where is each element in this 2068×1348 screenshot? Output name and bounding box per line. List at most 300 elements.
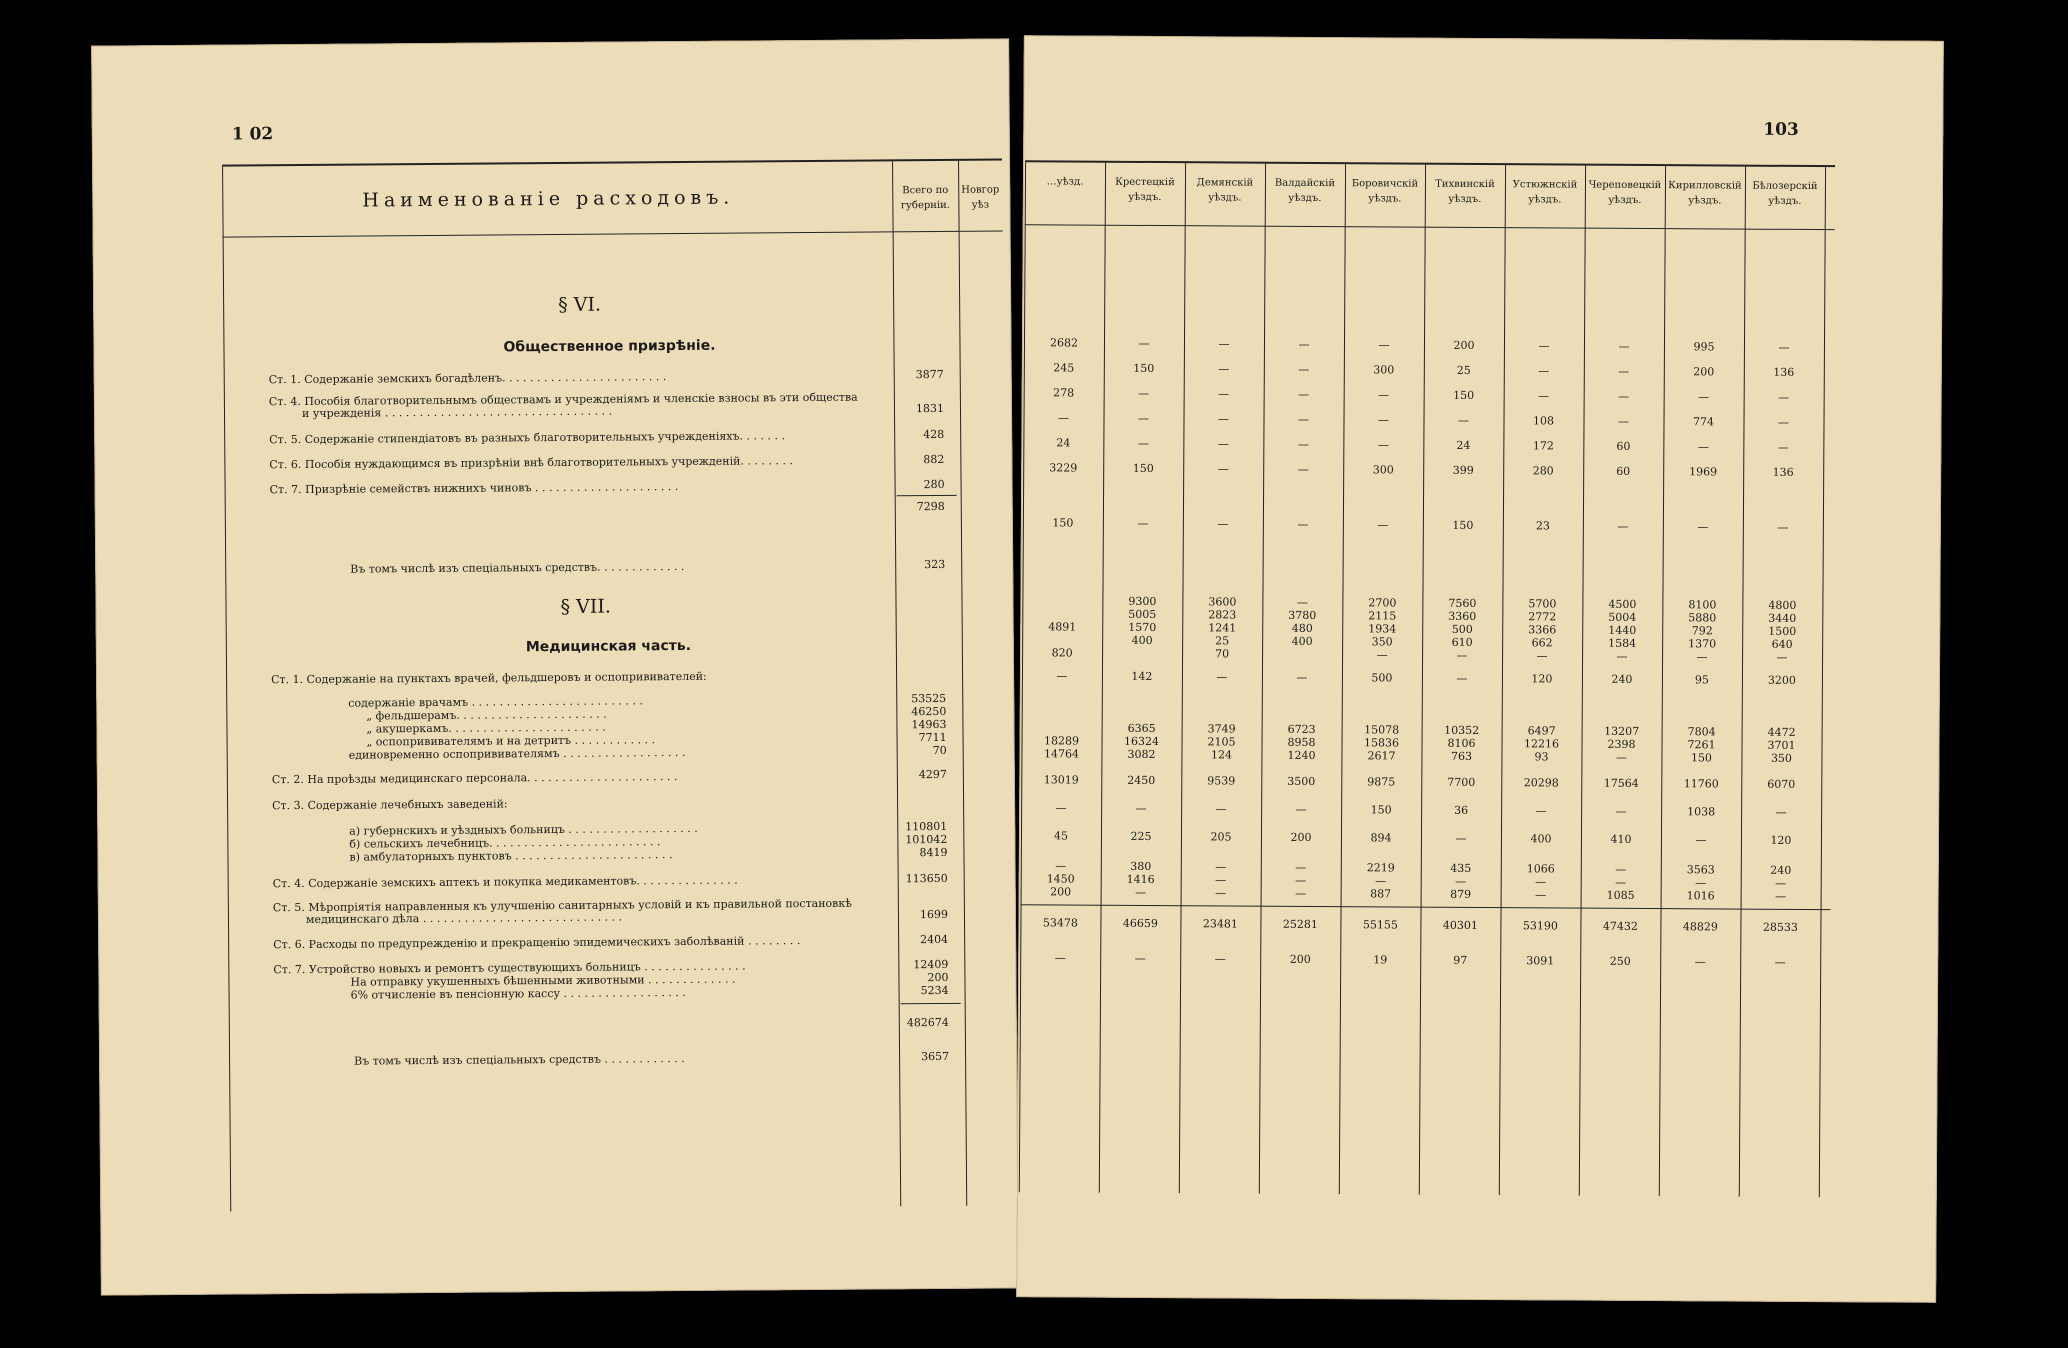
district-cell: 3229 bbox=[1049, 461, 1078, 475]
district-cell: 120 bbox=[1531, 672, 1553, 686]
s7-st3-row-label: а) губернскихъ и уѣздныхъ больницъ . . . . . . . . . . . . . . . . . . . bbox=[349, 821, 698, 838]
district-cell: 2682 bbox=[1049, 336, 1079, 350]
district-cell: — bbox=[1057, 411, 1070, 425]
district-cell: — bbox=[1138, 386, 1150, 400]
s7-st7-row-label: 6% отчисленіе въ пенсіонную кассу . . . . . . . . . . . . . . . . . . bbox=[350, 985, 686, 1002]
district-cell: 45 bbox=[1053, 829, 1069, 843]
district-cell: 4800 bbox=[1768, 598, 1797, 612]
district-cell: 278 bbox=[1053, 386, 1075, 400]
district-cell: — bbox=[1137, 411, 1150, 425]
district-cell: 48829 bbox=[1682, 920, 1718, 934]
district-cell: 300 bbox=[1373, 363, 1395, 377]
right-table-frame bbox=[1019, 160, 1835, 1197]
district-cell: — bbox=[1218, 362, 1230, 376]
district-column-header: Валдайскій уѣздъ. bbox=[1274, 177, 1336, 205]
district-cell: — bbox=[1697, 520, 1709, 534]
column-divider bbox=[1659, 166, 1666, 1196]
district-cell: 3500 bbox=[1287, 774, 1316, 788]
district-cell: 5005 bbox=[1128, 607, 1157, 622]
district-cell: — bbox=[1137, 436, 1149, 450]
district-cell: 200 bbox=[1693, 365, 1715, 379]
district-cell: 19 bbox=[1373, 953, 1388, 967]
district-cell: 25281 bbox=[1282, 917, 1318, 932]
district-cell: 2105 bbox=[1207, 735, 1236, 749]
district-cell: 400 bbox=[1530, 832, 1552, 846]
s7-st6-value: 2404 bbox=[920, 932, 949, 947]
district-cell: — bbox=[1456, 648, 1468, 662]
district-cell: 13207 bbox=[1604, 724, 1640, 738]
district-cell: — bbox=[1697, 440, 1709, 454]
district-cell: 280 bbox=[1532, 464, 1554, 478]
s7-st1-row-label: „ фельдшерамъ. . . . . . . . . . . . . . . . . . . . . . bbox=[366, 707, 607, 723]
district-cell: — bbox=[1455, 874, 1467, 888]
district-cell: — bbox=[1215, 886, 1227, 900]
district-cell: — bbox=[1696, 650, 1708, 664]
district-column-header: Демянскій уѣздъ. bbox=[1196, 177, 1254, 204]
column-header-total: Всего по губерніи. bbox=[900, 184, 951, 212]
district-cell: 1440 bbox=[1608, 623, 1637, 637]
district-cell: 5700 bbox=[1528, 597, 1557, 611]
district-cell: 17564 bbox=[1603, 776, 1639, 790]
district-cell: 3082 bbox=[1127, 747, 1156, 762]
district-cell: — bbox=[1054, 951, 1066, 965]
district-cell: 8958 bbox=[1287, 735, 1316, 749]
district-cell: 150 bbox=[1452, 518, 1474, 532]
district-cell: 46659 bbox=[1122, 916, 1158, 931]
district-cell: — bbox=[1377, 518, 1389, 532]
district-cell: 47432 bbox=[1602, 919, 1638, 933]
s7-st5-value: 1699 bbox=[919, 907, 949, 922]
district-cell: — bbox=[1298, 337, 1310, 351]
district-cell: 150 bbox=[1690, 751, 1713, 765]
district-cell: 24 bbox=[1056, 436, 1071, 450]
s7-st1-label: Ст. 1. Содержаніе на пунктахъ врачей, фельдшеровъ и оспопрививателей: bbox=[271, 669, 707, 687]
district-cell: — bbox=[1538, 339, 1550, 353]
column-divider bbox=[1419, 165, 1426, 1195]
left-table-frame bbox=[222, 158, 1010, 1211]
district-cell: 300 bbox=[1372, 463, 1394, 477]
s7-st1-row-label: „ акушеркамъ. . . . . . . . . . . . . . . . . . . . . . . bbox=[366, 720, 606, 736]
district-cell: — bbox=[1775, 805, 1787, 819]
district-cell: 2700 bbox=[1368, 596, 1397, 610]
district-cell: 9300 bbox=[1128, 594, 1157, 609]
header-divider bbox=[1025, 224, 1835, 230]
district-cell: — bbox=[1215, 860, 1227, 874]
district-cell: 9875 bbox=[1367, 775, 1396, 789]
s6-special-value: 323 bbox=[924, 557, 946, 572]
district-cell: 3600 bbox=[1208, 595, 1237, 609]
district-cell: 3440 bbox=[1768, 611, 1797, 625]
district-cell: — bbox=[1376, 648, 1388, 662]
district-cell: 8106 bbox=[1447, 736, 1476, 750]
district-cell: — bbox=[1056, 669, 1068, 683]
district-cell: 2617 bbox=[1367, 749, 1396, 763]
district-cell: 4500 bbox=[1608, 597, 1637, 611]
district-cell: — bbox=[1298, 387, 1310, 401]
s7-st3-label: Ст. 3. Содержаніе лечебныхъ заведеній: bbox=[272, 797, 508, 813]
district-cell: 136 bbox=[1773, 365, 1795, 379]
district-cell: — bbox=[1297, 412, 1310, 426]
left-page-number: 1 02 bbox=[231, 124, 274, 145]
district-cell: 662 bbox=[1531, 636, 1553, 650]
district-cell: 3366 bbox=[1528, 623, 1557, 637]
district-cell: 1500 bbox=[1768, 624, 1797, 638]
district-cell: — bbox=[1455, 831, 1467, 845]
district-cell: — bbox=[1535, 804, 1547, 818]
district-cell: — bbox=[1218, 337, 1230, 351]
district-cell: 399 bbox=[1452, 463, 1474, 477]
district-cell: 53190 bbox=[1522, 919, 1558, 933]
column-divider bbox=[1019, 162, 1026, 1192]
district-column-header: Крестецкій уѣздъ. bbox=[1115, 176, 1175, 204]
district-cell: 3200 bbox=[1767, 673, 1796, 687]
s7-st1-row-value: 7711 bbox=[918, 730, 947, 745]
district-cell: — bbox=[1138, 336, 1150, 350]
district-cell: 15836 bbox=[1364, 736, 1400, 750]
right-page bbox=[1016, 35, 1944, 1303]
district-cell: 7700 bbox=[1447, 775, 1476, 789]
s7-special-label: Въ томъ числѣ изъ спеціальныхъ средствъ . . . . . . . . . . . . bbox=[354, 1051, 685, 1068]
s7-st7-label: Ст. 7. Устройство новыхъ и ремонтъ существующихъ больницъ . . . . . . . . . . . . . . . bbox=[273, 959, 746, 977]
district-cell: 1370 bbox=[1688, 637, 1717, 651]
district-cell: 887 bbox=[1370, 887, 1392, 901]
district-cell: — bbox=[1298, 362, 1310, 376]
district-cell: 124 bbox=[1210, 748, 1233, 762]
district-cell: — bbox=[1375, 874, 1387, 888]
district-cell: 2450 bbox=[1127, 773, 1156, 788]
district-cell: — bbox=[1538, 389, 1550, 403]
district-cell: 16324 bbox=[1124, 734, 1160, 749]
district-cell: — bbox=[1218, 387, 1230, 401]
district-cell: 25 bbox=[1215, 634, 1230, 648]
right-page-number: 103 bbox=[1763, 119, 1799, 140]
district-cell: 500 bbox=[1451, 622, 1473, 636]
district-cell: 11760 bbox=[1683, 777, 1719, 791]
s7-st6-label: Ст. 6. Расходы по предупрежденію и прекращенію эпидемическихъ заболѣваній . . . . . . . . bbox=[273, 934, 801, 952]
s7-st2-value: 4297 bbox=[918, 767, 947, 782]
column-header-name: Наименованіе расходовъ. bbox=[362, 186, 735, 212]
district-cell: 774 bbox=[1692, 415, 1715, 429]
district-cell: — bbox=[1297, 462, 1309, 476]
district-cell: 894 bbox=[1370, 831, 1392, 845]
s7-st4-label: Ст. 4. Содержаніе земскихъ аптекъ и покупка медикаментовъ. . . . . . . . . . . . . . . bbox=[272, 873, 738, 891]
district-cell: — bbox=[1297, 437, 1309, 451]
section-6-subtitle: Общественное призрѣніе. bbox=[503, 337, 716, 356]
district-cell: 1016 bbox=[1686, 889, 1715, 903]
district-cell: 28533 bbox=[1762, 920, 1798, 934]
section-7-title: § VII. bbox=[560, 595, 611, 618]
column-divider bbox=[1259, 164, 1266, 1194]
district-cell: — bbox=[1377, 413, 1390, 427]
district-cell: 240 bbox=[1611, 672, 1633, 686]
district-cell: 1038 bbox=[1687, 805, 1716, 819]
district-cell: 1085 bbox=[1606, 888, 1635, 902]
district-cell: 3701 bbox=[1767, 738, 1796, 752]
s7-st1-row-value: 46250 bbox=[911, 704, 947, 719]
district-cell: — bbox=[1617, 414, 1630, 428]
column-divider bbox=[1499, 165, 1506, 1195]
district-cell: — bbox=[1698, 390, 1710, 404]
district-cell: 7261 bbox=[1687, 738, 1716, 752]
district-cell: 879 bbox=[1450, 887, 1472, 901]
district-cell: 95 bbox=[1694, 673, 1709, 687]
district-cell: 1450 bbox=[1046, 872, 1075, 886]
district-cell: 400 bbox=[1131, 633, 1153, 647]
s7-total-rule bbox=[1021, 904, 1831, 910]
district-column-header: Бѣлозерскій уѣздъ. bbox=[1752, 180, 1818, 207]
column-divider bbox=[1819, 167, 1826, 1197]
district-cell: 410 bbox=[1610, 832, 1632, 846]
district-cell: — bbox=[1777, 440, 1789, 454]
district-column-header: Кирилловскій уѣздъ. bbox=[1668, 180, 1742, 207]
district-cell: — bbox=[1055, 801, 1067, 815]
district-cell: 136 bbox=[1772, 465, 1794, 479]
district-cell: — bbox=[1775, 876, 1787, 890]
s6-row-label: Ст. 1. Содержаніе земскихъ богадѣленъ. . . . . . . . . . . . . . . . . . . . . . . . bbox=[268, 370, 667, 387]
district-cell: — bbox=[1215, 873, 1227, 887]
district-cell: 23481 bbox=[1202, 917, 1238, 931]
district-cell: — bbox=[1618, 364, 1630, 378]
district-cell: 12216 bbox=[1524, 737, 1560, 751]
s7-st1-row-value: 14963 bbox=[911, 717, 947, 732]
district-cell: 205 bbox=[1210, 830, 1232, 844]
district-cell: 610 bbox=[1451, 635, 1473, 649]
district-column-header: Боровичскій уѣздъ. bbox=[1351, 178, 1419, 205]
district-cell: — bbox=[1135, 885, 1147, 899]
district-cell: 150 bbox=[1453, 388, 1475, 402]
district-cell: 200 bbox=[1453, 338, 1475, 352]
district-cell: 6497 bbox=[1527, 724, 1556, 738]
district-cell: — bbox=[1296, 595, 1308, 609]
district-cell: 763 bbox=[1450, 749, 1473, 763]
district-column-header: Устюжнскій уѣздъ. bbox=[1512, 179, 1578, 206]
column-divider bbox=[1179, 163, 1186, 1193]
district-cell: — bbox=[1297, 517, 1309, 531]
district-cell: — bbox=[1538, 364, 1550, 378]
district-cell: 150 bbox=[1132, 461, 1154, 476]
district-column-header: Череповецкій уѣздъ. bbox=[1588, 179, 1662, 206]
district-cell: 792 bbox=[1691, 624, 1713, 638]
district-cell: 150 bbox=[1052, 516, 1074, 530]
district-cell: 2772 bbox=[1528, 610, 1557, 624]
district-cell: 13019 bbox=[1043, 773, 1079, 787]
district-cell: 10352 bbox=[1444, 723, 1480, 737]
s7-st7-row-label: На отправку укушенныхъ бѣшенными животными . . . . . . . . . . . . . bbox=[350, 972, 736, 989]
district-cell: 9539 bbox=[1207, 774, 1236, 788]
s7-st5-label: Ст. 5. Мѣропріятія направленныя къ улучшенію санитарныхъ условій и къ правильной постановкѣ bbox=[272, 896, 852, 915]
s7-st2-label: Ст. 2. На проѣзды медицинскаго персонала. . . . . . . . . . . . . . . . . . . . . . bbox=[271, 770, 678, 787]
district-cell: — bbox=[1694, 955, 1706, 969]
district-cell: — bbox=[1778, 390, 1790, 404]
district-cell: 2823 bbox=[1208, 608, 1237, 622]
district-cell: 3749 bbox=[1207, 722, 1236, 736]
district-cell: 60 bbox=[1616, 464, 1631, 478]
district-cell: 995 bbox=[1693, 340, 1715, 354]
s7-total-rule bbox=[901, 1003, 961, 1004]
district-cell: 142 bbox=[1131, 669, 1153, 683]
district-cell: 55155 bbox=[1362, 918, 1398, 932]
district-cell: — bbox=[1775, 889, 1787, 903]
s7-st1-row-value: 70 bbox=[932, 743, 947, 758]
district-cell: 1416 bbox=[1126, 872, 1155, 887]
s7-st1-row-label: „ оспопрививателямъ и на детритъ . . . . . . . . . . . . bbox=[366, 733, 656, 749]
s6-total-rule bbox=[897, 495, 957, 496]
district-cell: 3563 bbox=[1686, 863, 1715, 877]
district-cell: 1584 bbox=[1608, 636, 1637, 650]
s6-row-value: 3877 bbox=[915, 367, 944, 382]
district-cell: — bbox=[1378, 338, 1390, 352]
district-cell: 70 bbox=[1215, 647, 1230, 661]
district-cell: — bbox=[1535, 875, 1547, 889]
district-cell: — bbox=[1615, 804, 1627, 818]
district-cell: 500 bbox=[1371, 671, 1393, 685]
s7-st3-row-label: в) амбулаторныхъ пунктовъ . . . . . . . . . . . . . . . . . . . . . . . bbox=[349, 848, 673, 864]
column-divider bbox=[1099, 163, 1106, 1193]
s6-row-value: 1831 bbox=[915, 401, 945, 416]
district-cell: — bbox=[1214, 952, 1226, 966]
s7-st3-row-value: 110801 bbox=[905, 819, 948, 834]
district-cell: 480 bbox=[1291, 621, 1313, 635]
district-cell: 400 bbox=[1291, 634, 1313, 648]
district-cell: 820 bbox=[1051, 646, 1073, 660]
district-cell: 18289 bbox=[1044, 734, 1080, 748]
s6-row-value: 882 bbox=[923, 452, 945, 467]
district-cell: 120 bbox=[1770, 833, 1792, 847]
district-cell: 40301 bbox=[1442, 918, 1478, 932]
district-cell: — bbox=[1137, 516, 1149, 530]
district-cell: 23 bbox=[1535, 519, 1550, 533]
district-cell: — bbox=[1055, 859, 1067, 873]
district-cell: — bbox=[1295, 802, 1307, 816]
s6-row-label: Ст. 7. Призрѣніе семействъ нижнихъ чиновъ . . . . . . . . . . . . . . . . . . . . . bbox=[269, 480, 679, 497]
district-cell: — bbox=[1295, 886, 1307, 900]
district-cell: 15078 bbox=[1364, 723, 1400, 737]
district-cell: — bbox=[1215, 802, 1227, 816]
s7-st7-value: 5234 bbox=[920, 983, 949, 998]
district-cell: 2398 bbox=[1607, 737, 1636, 751]
district-column-header: Тихвинскій уѣздъ. bbox=[1435, 178, 1495, 205]
district-cell: 245 bbox=[1053, 361, 1075, 375]
district-cell: — bbox=[1615, 875, 1627, 889]
district-cell: 172 bbox=[1532, 439, 1554, 453]
district-cell: 3780 bbox=[1288, 608, 1317, 622]
district-cell: — bbox=[1296, 670, 1308, 684]
left-page bbox=[91, 38, 1019, 1295]
column-header-cut: Новгор уѣз bbox=[961, 184, 1000, 211]
s7-st1-row-label: единовременно оспопрививателямъ . . . . . . . . . . . . . . . . . . bbox=[348, 745, 686, 762]
district-cell: — bbox=[1217, 517, 1229, 531]
district-cell: — bbox=[1217, 462, 1229, 476]
column-divider bbox=[1739, 167, 1746, 1197]
district-cell: 1934 bbox=[1368, 622, 1397, 636]
district-cell: 5004 bbox=[1608, 610, 1637, 624]
table-border-left bbox=[222, 167, 231, 1212]
district-cell: — bbox=[1618, 339, 1630, 353]
s6-row-label: Ст. 4. Пособія благотворительнымъ обществамъ и учрежденіямъ и членскіе взносы въ эти общества bbox=[268, 390, 858, 409]
district-cell: — bbox=[1295, 873, 1307, 887]
district-cell: 150 bbox=[1133, 361, 1155, 376]
district-cell: 200 bbox=[1290, 830, 1312, 844]
district-cell: 5880 bbox=[1688, 611, 1717, 625]
district-cell: — bbox=[1778, 340, 1790, 354]
column-divider bbox=[1579, 166, 1586, 1196]
district-cell: 14764 bbox=[1043, 747, 1080, 761]
district-cell: 6723 bbox=[1287, 722, 1316, 736]
s7-st1-row-label: содержаніе врачамъ . . . . . . . . . . . . . . . . . . . . . . . . . bbox=[348, 694, 643, 710]
district-cell: — bbox=[1377, 438, 1389, 452]
district-cell: — bbox=[1135, 801, 1147, 815]
s7-st3-row-value: 101042 bbox=[905, 832, 948, 847]
district-cell: — bbox=[1615, 750, 1628, 764]
district-cell: 435 bbox=[1450, 861, 1472, 875]
column-divider bbox=[958, 161, 967, 1206]
district-cell: 350 bbox=[1371, 635, 1393, 649]
district-cell: 1241 bbox=[1208, 621, 1237, 635]
district-cell: 6365 bbox=[1127, 721, 1156, 736]
district-cell: 2219 bbox=[1366, 861, 1395, 875]
district-cell: — bbox=[1134, 951, 1146, 965]
district-cell: — bbox=[1777, 520, 1789, 534]
district-cell: 7560 bbox=[1448, 596, 1477, 610]
district-cell: — bbox=[1695, 876, 1707, 890]
district-cell: 20298 bbox=[1523, 776, 1559, 790]
header-divider bbox=[223, 230, 1003, 237]
district-cell: 25 bbox=[1456, 363, 1471, 377]
s7-st1-row-value: 53525 bbox=[911, 691, 947, 706]
column-divider bbox=[892, 161, 901, 1206]
s7-st7-value: 200 bbox=[927, 970, 949, 985]
district-cell: 150 bbox=[1370, 803, 1392, 817]
district-cell: 200 bbox=[1289, 952, 1311, 966]
district-cell: — bbox=[1695, 833, 1707, 847]
district-cell: 7804 bbox=[1687, 725, 1716, 739]
s7-special-value: 3657 bbox=[921, 1049, 950, 1064]
s7-total: 482674 bbox=[906, 1015, 949, 1030]
s7-st7-value: 12409 bbox=[913, 957, 949, 972]
district-cell: 1969 bbox=[1689, 465, 1718, 479]
section-7-subtitle: Медицинская часть. bbox=[525, 637, 692, 656]
district-cell: 240 bbox=[1770, 863, 1792, 877]
district-cell: 380 bbox=[1130, 859, 1152, 873]
district-cell: — bbox=[1295, 860, 1307, 874]
district-cell: — bbox=[1217, 437, 1229, 451]
district-cell: 225 bbox=[1130, 829, 1152, 843]
district-cell: 97 bbox=[1453, 953, 1468, 967]
district-cell: 3091 bbox=[1526, 954, 1555, 968]
district-cell: — bbox=[1217, 412, 1230, 426]
district-cell: — bbox=[1535, 888, 1547, 902]
s7-st3-row-label: б) сельскихъ лечебницъ. . . . . . . . . . . . . . . . . . . . . . . . . bbox=[349, 835, 661, 851]
district-cell: — bbox=[1618, 389, 1630, 403]
s6-total: 7298 bbox=[916, 499, 945, 514]
district-cell: 4891 bbox=[1048, 620, 1077, 634]
district-cell: 93 bbox=[1534, 750, 1549, 764]
district-cell: — bbox=[1776, 650, 1788, 664]
s7-st4-value: 113650 bbox=[905, 871, 948, 886]
s6-row-value: 280 bbox=[923, 477, 945, 492]
column-divider bbox=[1339, 164, 1346, 1194]
s6-row-label-cont: и учрежденія . . . . . . . . . . . . . . . . . . . . . . . . . . . . . . . . . bbox=[301, 404, 613, 420]
s6-row-label: Ст. 5. Содержаніе стипендіатовъ въ разныхъ благотворительныхъ учрежденіяхъ. . . . . . . bbox=[269, 429, 786, 447]
district-column-header: …уѣзд. bbox=[1046, 176, 1084, 188]
district-cell: — bbox=[1457, 413, 1470, 427]
district-cell: 3360 bbox=[1448, 609, 1477, 623]
district-cell: 1240 bbox=[1287, 748, 1316, 762]
district-cell: — bbox=[1615, 862, 1627, 876]
s6-special-label: Въ томъ числѣ изъ спеціальныхъ средствъ. . . . . . . . . . . . . bbox=[350, 559, 685, 576]
district-cell: 6070 bbox=[1767, 777, 1796, 791]
district-cell: 200 bbox=[1050, 885, 1072, 899]
